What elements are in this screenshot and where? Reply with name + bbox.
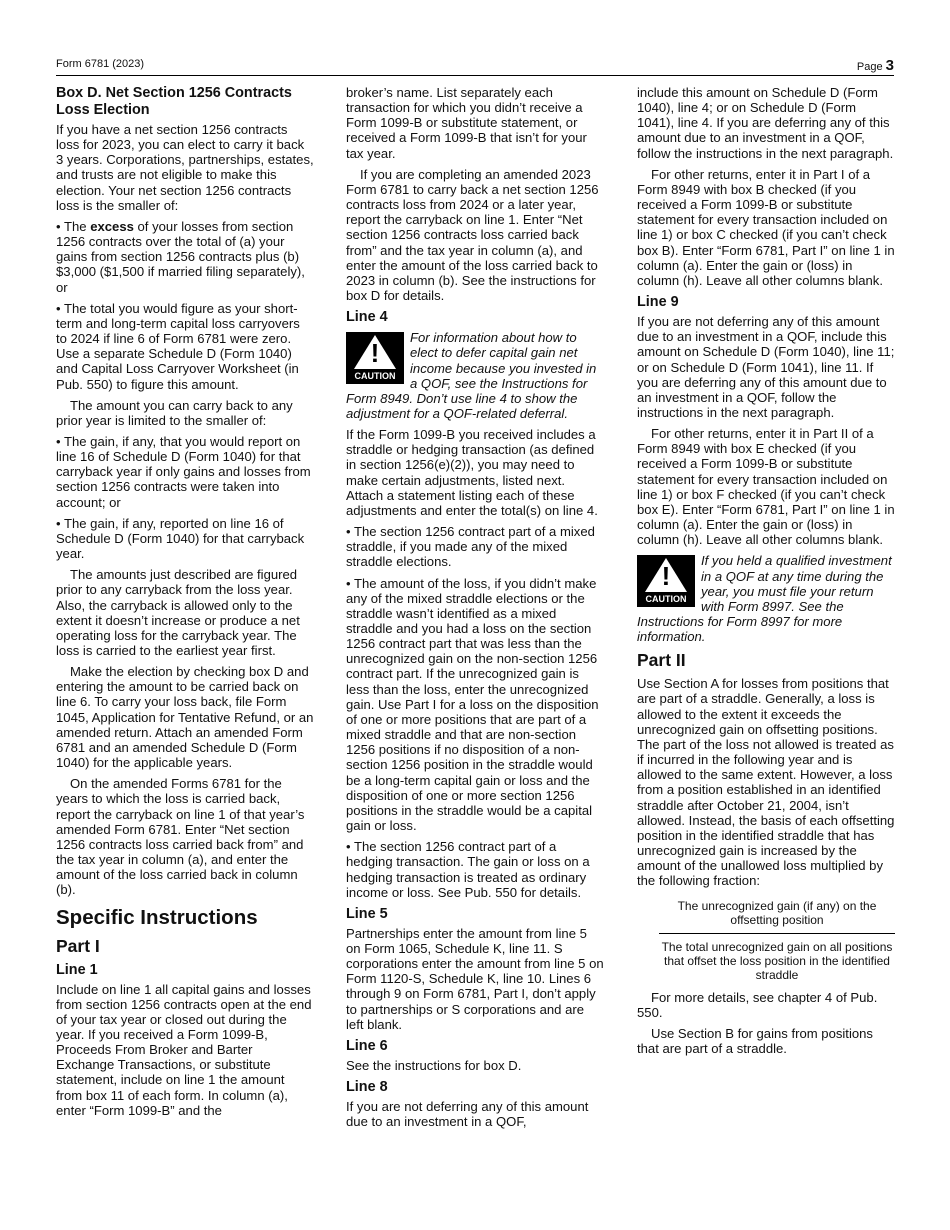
specific-instructions-heading: Specific Instructions <box>56 905 258 929</box>
paragraph: For other returns, enter it in Part I of a Form 8949 with box B checked (if you received a Form 1099-B or substitute statement for every transaction included on line 1) or box C checked (if you can’t check box B). Enter “Form 6781, Part I” on line 1 in column (a). Enter the gain or (loss) in column (h). Leave all other columns blank. <box>637 166 895 288</box>
caution-note: ! CAUTION If you held a qualified investment in a QOF at any time during the year, you must file your return with Form 8997. See the Instructions for Form 8997 for more information. <box>637 553 892 645</box>
part-1-heading: Part I <box>56 935 100 956</box>
paragraph: If you have a net section 1256 contracts loss for 2023, you can elect to carry it back 3 years. Corporations, partnerships, estates, and trusts are not eligible to make this election. Your net section 1256 contracts loss is the smaller of: <box>56 122 314 213</box>
paragraph: Use Section B for gains from positions that are part of a straddle. <box>637 1025 873 1056</box>
paragraph: Use Section A for losses from positions that are part of a straddle. Generally, a loss is allowed to the extent it exceeds the unrecognized gain on offsetting positions. The part of the loss not allowed is treated as if incurred in the following year and is allowed to the same extent. However, a loss from a position established in an identified straddle after October 21, 2004, isn’t allowed. Instead, the basis of each offsetting position in the identified straddle that has unrecognized gain is increased by the amount of the unallowed loss multiplied by the following fraction: <box>637 676 895 889</box>
fraction <box>659 899 895 982</box>
line-9-heading: Line 9 <box>637 294 679 311</box>
line-8-heading: Line 8 <box>346 1079 388 1096</box>
line-5-heading: Line 5 <box>346 905 388 922</box>
part-2-heading: Part II <box>637 650 686 671</box>
paragraph: include this amount on Schedule D (Form 1040), line 4; or on Schedule D (Form 1041), line 4. If you are deferring any of this amount due to an investment in a QOF, follow the instructions in the next paragraph. <box>637 85 894 161</box>
bullet-item: • The amount of the loss, if you didn’t make any of the mixed straddle elections or the straddle wasn’t identified as a mixed straddle and you had a loss on the section 1256 contract part that was less than the unrecognized gain on the non-section 1256 contract part. If the unrecognized gain is less than the loss, enter the unrecognized gain. Use Part I for a loss on the disposition of one or more positions that are part of a mixed straddle and that are non-section 1256 positions if no disposition of a non-section 1256 position in the straddle would be a long-term capital gain or loss and the disposition of one or more section 1256 positions in the straddle would be a capital gain or loss. <box>346 575 599 834</box>
line-6-heading: Line 6 <box>346 1037 388 1054</box>
paragraph: broker’s name. List separately each transaction for which you didn’t receive a Form 1099-B or substitute statement, or received a Form 1099-B that isn’t for your tax year. <box>346 85 587 161</box>
caution-icon: ! CAUTION <box>637 555 695 607</box>
caution-note: ! CAUTION For information about how to elect to defer capital gain net income because you invested in a QOF, see the Instructions for Form 8949. Don’t use line 4 to show the adjustment for a QOF-related deferral. <box>346 330 597 421</box>
column-3 <box>637 85 895 1062</box>
fraction-numerator: The unrecognized gain (if any) on the offsetting position <box>659 899 895 934</box>
paragraph: For more details, see chapter 4 of Pub. 550. <box>637 989 878 1020</box>
paragraph: If the Form 1099-B you received includes a straddle or hedging transaction (as defined in section 1256(e)(2)), you may need to make certain adjustments, listed next. Attach a statement listing each of these adjustments and enter the total(s) on line 4. <box>346 427 598 518</box>
column-1 <box>56 85 314 1124</box>
paragraph: Include on line 1 all capital gains and losses from section 1256 contracts open at the end of your tax year or closed out during the year. If you received a Form 1099-B, Proceeds From Broker and Barter Exchange Transactions, or substitute statement, include on line 1 the amount from box 11 of each form. In column (a), enter “Form 1099-B” and the <box>56 981 312 1118</box>
line-4-heading: Line 4 <box>346 309 388 326</box>
paragraph: Make the election by checking box D and entering the amount to be carried back on line 6. To carry your loss back, file Form 1045, Application for Tentative Refund, or an amended return. Attach an amended Form 6781 and an amended Schedule D (Form 1040) for the applicable years. <box>56 664 314 771</box>
paragraph: If you are not deferring any of this amount due to an investment in a QOF, include this amount on Schedule D (Form 1040), line 11; or on Schedule D (Form 1041), line 11. If you are deferring any of this amount due to an investment in a QOF, follow the instructions in the next paragraph. <box>637 314 895 420</box>
paragraph: On the amended Forms 6781 for the years to which the loss is carried back, report the carryback on line 1 of that year’s amended Form 6781. Enter “Net section 1256 contracts loss carried back from” and the tax year in column (a), and enter the amount of the loss carried back in column (b). <box>56 776 305 898</box>
paragraph: Partnerships enter the amount from line 5 on Form 1065, Schedule K, line 11. S corporations enter the amount from line 5 on Form 1120-S, Schedule K, line 10. Lines 6 through 9 on Form 6781, Part I, don’t apply to partnerships or S corporations and are left blank. <box>346 925 604 1032</box>
column-2 <box>346 85 604 1135</box>
fraction-denominator: The total unrecognized gain on all positions that offset the loss position in the identified straddle <box>661 939 893 982</box>
bullet-item: • The gain, if any, that you would report on line 16 of Schedule D (Form 1040) for that carryback year if only gains and losses from section 1256 contracts were taken into account; or <box>56 433 311 510</box>
line-1-heading: Line 1 <box>56 961 98 978</box>
caution-icon: ! CAUTION <box>346 332 404 384</box>
bullet-item: • The section 1256 contract part of a hedging transaction. The gain or loss on a hedging transaction is treated as ordinary income or loss. See Pub. 550 for details. <box>346 839 590 900</box>
box-d-heading: Box D. Net Section 1256 Contracts Loss Election <box>56 85 292 118</box>
header-rule <box>56 75 894 76</box>
bullet-item: • The total you would figure as your short-term and long-term capital loss carryovers to 2024 if line 6 of Form 6781 were zero. Use a separate Schedule D (Form 1040) and Capital Loss Carryover Worksheet (in Pub. 550) to figure this amount. <box>56 300 300 392</box>
bullet-item: • The section 1256 contract part of a mixed straddle, if you made any of the mixed straddle elections. <box>346 524 595 570</box>
page-number: Page 3 <box>856 57 894 74</box>
paragraph: If you are completing an amended 2023 Form 6781 to carry back a net section 1256 contracts loss from 2024 or a later year, report the carryback on line 1. Enter “Net section 1256 contracts loss carried back from” and the tax year in column (a), and enter the amount of the loss carried back to 2023 in column (b). See the instructions for box D for details. <box>346 166 599 304</box>
paragraph: The amount you can carry back to any prior year is limited to the smaller of: <box>56 397 293 428</box>
paragraph: If you are not deferring any of this amount due to an investment in a QOF, <box>346 1099 589 1130</box>
bullet-item: • The excess of your losses from section 1256 contracts over the total of (a) your gains from section 1256 contracts plus (b) $3,000 ($1,500 if married filing separately), or <box>56 218 305 295</box>
paragraph: For other returns, enter it in Part II of a Form 8949 with box E checked (if you received a Form 1099-B or substitute statement for every transaction included on line 1) or box F checked (if you can’t check box E). Enter “Form 6781, Part I” on line 1 in column (a). Enter the gain or (loss) in column (h). Leave all other columns blank. <box>637 426 895 548</box>
paragraph: The amounts just described are figured prior to any carryback from the loss year. Also, the carryback is allowed only to the extent it doesn’t increase or produce a net operating loss for the carryback year. The loss is carried to the earliest year first. <box>56 567 300 658</box>
form-identifier: Form 6781 (2023) <box>56 58 145 70</box>
bullet-item: • The gain, if any, reported on line 16 of Schedule D (Form 1040) for that carryback year. <box>56 515 305 562</box>
paragraph: See the instructions for box D. <box>346 1057 522 1073</box>
page-header <box>56 57 894 75</box>
